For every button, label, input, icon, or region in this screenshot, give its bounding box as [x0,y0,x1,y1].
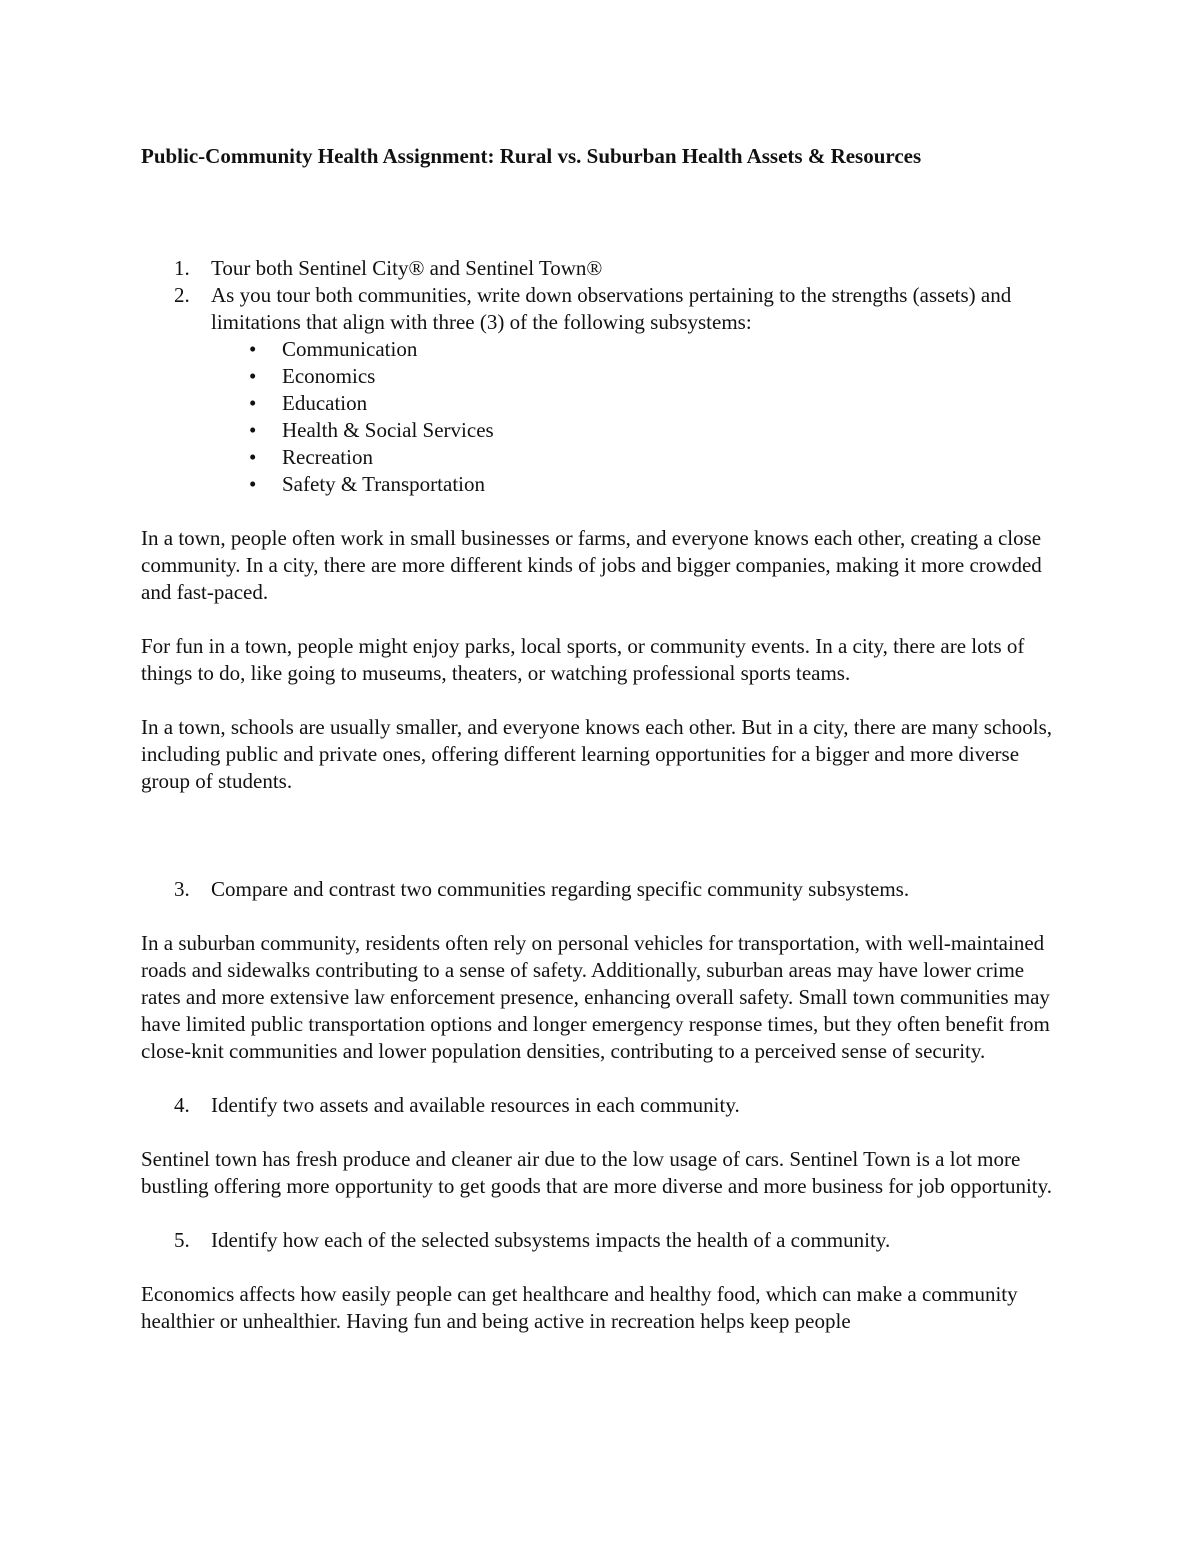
step-number: 4. [174,1093,190,1117]
document-title: Public-Community Health Assignment: Rural vs. Suburban Health Assets & Resources [141,144,922,168]
answer-4: Sentinel town has fresh produce and cleaner air due to the low usage of cars. Sentinel Town is a lot more bustling offering more opportunity to get goods that are more diverse and more business for job opportunity. [141,1147,1052,1198]
step-number: 2. [174,283,190,307]
answer-5: Economics affects how easily people can get healthcare and healthy food, which can make a community healthier or unhealthier. Having fun and being active in recreation helps keep people [141,1282,1018,1333]
list-item: • Communication [249,337,418,361]
bullet-icon: • [249,445,257,469]
step-number: 1. [174,256,190,280]
list-item: • Economics [249,364,376,388]
paragraph-education: In a town, schools are usually smaller, and everyone knows each other. But in a city, there are many schools, including public and private ones, offering different learning opportunities for a bigger and more diverse group of students. [141,715,1053,793]
answer-3: In a suburban community, residents often rely on personal vehicles for transportation, with well-maintained roads and sidewalks contributing to a sense of safety. Additionally, suburban areas may have lower crime rates and more extensive law enforcement presence, enhancing overall safety. Small town communities may have limited public transportation options and longer emergency response times, but they often benefit from close-knit communities and lower population densities, contributing to a perceived sense of security. [141,931,1050,1063]
list-item: • Recreation [249,445,373,469]
list-item: • Health & Social Services [249,418,494,442]
bullet-icon: • [249,418,257,442]
step-5 [141,1227,1066,1254]
bullet-icon: • [249,337,257,361]
step-text: As you tour both communities, write down observations pertaining to the strengths (assets) and limitations that align with three (3) of the following subsystems: [211,283,1012,334]
step-text: Compare and contrast two communities regarding specific community subsystems. [211,877,910,901]
subsystems-list [211,336,1066,498]
step-1 [141,255,1066,282]
step-text: Tour both Sentinel City® and Sentinel Town® [211,256,603,280]
step-number: 5. [174,1228,190,1252]
step-text: Identify two assets and available resources in each community. [211,1093,740,1117]
step-2 [141,282,1066,498]
document-body [141,143,1066,1335]
step-text: Identify how each of the selected subsystems impacts the health of a community. [211,1228,891,1252]
instructions-list [141,255,1066,498]
list-item: • Education [249,391,368,415]
paragraph-economics: In a town, people often work in small businesses or farms, and everyone knows each other, creating a close community. In a city, there are more different kinds of jobs and bigger companies, making it more crowded and fast-paced. [141,526,1042,604]
bullet-icon: • [249,472,257,496]
step-4 [141,1092,1066,1119]
list-item: • Safety & Transportation [249,472,485,496]
bullet-icon: • [249,364,257,388]
paragraph-recreation: For fun in a town, people might enjoy parks, local sports, or community events. In a city, there are lots of things to do, like going to museums, theaters, or watching professional sports teams. [141,634,1025,685]
step-number: 3. [174,877,190,901]
step-3 [141,876,1066,903]
bullet-icon: • [249,391,257,415]
